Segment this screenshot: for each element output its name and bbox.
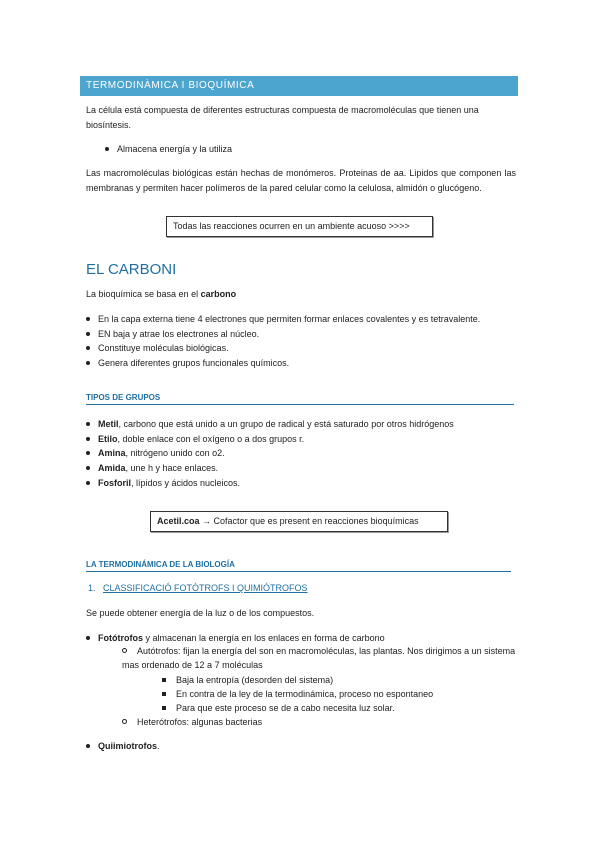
bullet-icon bbox=[86, 346, 90, 350]
carboni-bullet: Genera diferentes grupos funcionales químicos. bbox=[86, 356, 289, 370]
square-bullet-icon bbox=[162, 678, 166, 682]
carboni-bullet: EN baja y atrae los electrones al núcleo. bbox=[86, 327, 259, 341]
circle-bullet-icon bbox=[122, 648, 127, 653]
grupo-item: Amida, une h y hace enlaces. bbox=[86, 461, 218, 475]
grupo-item: Amina, nitrógeno unido con o2. bbox=[86, 446, 225, 460]
circle-bullet-icon bbox=[122, 719, 127, 724]
macromolecules-paragraph: Las macromoléculas biológicas están hechas de monómeros. Proteinas de aa. Lipidos que componen las membranas y permiten hacer polímeros de la pared celular como la celulosa, almidón o glucógeno. bbox=[86, 168, 516, 193]
autotrofos-subitem: En contra de la ley de la termodinámica, proceso no espontaneo bbox=[162, 687, 433, 701]
bullet-icon bbox=[86, 332, 90, 336]
classificacio-subtitle: 1. CLASSIFICACIÓ FOTÓTROFS I QUIMIÓTROFOS bbox=[88, 583, 308, 593]
autotrofos-item: Autótrofos: fijan la energía del son en macromoléculas, las plantas. Nos dirigimos a un sistema mas ordenado de 12 a 7 moléculas bbox=[122, 646, 516, 670]
quimiotrofos-item: Quiimiotrofos. bbox=[86, 739, 160, 753]
intro-bullet: Almacena energía y la utiliza bbox=[105, 142, 232, 156]
bullet-icon bbox=[86, 451, 90, 455]
autotrofos-subitem: Para que este proceso se de a cabo necesita luz solar. bbox=[162, 701, 395, 715]
bullet-icon bbox=[86, 744, 90, 748]
carboni-heading: EL CARBONI bbox=[86, 261, 177, 278]
bullet-icon bbox=[105, 147, 109, 151]
bullet-icon bbox=[86, 437, 90, 441]
grupo-item: Metil, carbono que está unido a un grupo de radical y está saturado por otros hidrógenos bbox=[86, 417, 454, 431]
section-header-bar: TERMODINÀMICA I BIOQUÍMICA bbox=[80, 76, 518, 96]
bullet-icon bbox=[86, 317, 90, 321]
callout-acetil-coa: Acetil.coa → Cofactor que es present en reacciones bioquímicas bbox=[150, 511, 448, 532]
grupo-item: Fosforil, lípidos y ácidos nucleicos. bbox=[86, 476, 240, 490]
square-bullet-icon bbox=[162, 706, 166, 710]
carboni-bullet: Constituye moléculas biológicas. bbox=[86, 341, 229, 355]
autotrofos-subitem: Baja la entropía (desorden del sistema) bbox=[162, 673, 333, 687]
fototrofos-item: Fotótrofos y almacenan la energía en los enlaces en forma de carbono bbox=[86, 631, 385, 645]
tipos-grupos-title: TIPOS DE GRUPOS bbox=[86, 392, 514, 405]
bullet-icon bbox=[86, 422, 90, 426]
square-bullet-icon bbox=[162, 692, 166, 696]
grupo-item: Etilo, doble enlace con el oxígeno o a dos grupos r. bbox=[86, 432, 304, 446]
bullet-icon bbox=[86, 361, 90, 365]
energia-paragraph: Se puede obtener energía de la luz o de los compuestos. bbox=[86, 608, 315, 618]
arrow-right-icon: → bbox=[202, 516, 212, 526]
heterotrofos-item: Heterótrofos: algunas bacterias bbox=[122, 715, 262, 729]
bullet-icon bbox=[86, 636, 90, 640]
carboni-intro: La bioquímica se basa en el carbono bbox=[86, 289, 237, 299]
bullet-icon bbox=[86, 481, 90, 485]
bullet-icon bbox=[86, 466, 90, 470]
termodinamica-title: LA TERMODINÁMICA DE LA BIOLOGÍA bbox=[86, 559, 511, 572]
intro-paragraph: La célula está compuesta de diferentes estructuras compuesta de macromoléculas que tienen una biosíntesis. bbox=[86, 105, 479, 130]
callout-aqueous: Todas las reacciones ocurren en un ambiente acuoso >>>> bbox=[166, 216, 433, 237]
carboni-bullet: En la capa externa tiene 4 electrones que permiten formar enlaces covalentes y es tetravalente. bbox=[86, 312, 480, 326]
